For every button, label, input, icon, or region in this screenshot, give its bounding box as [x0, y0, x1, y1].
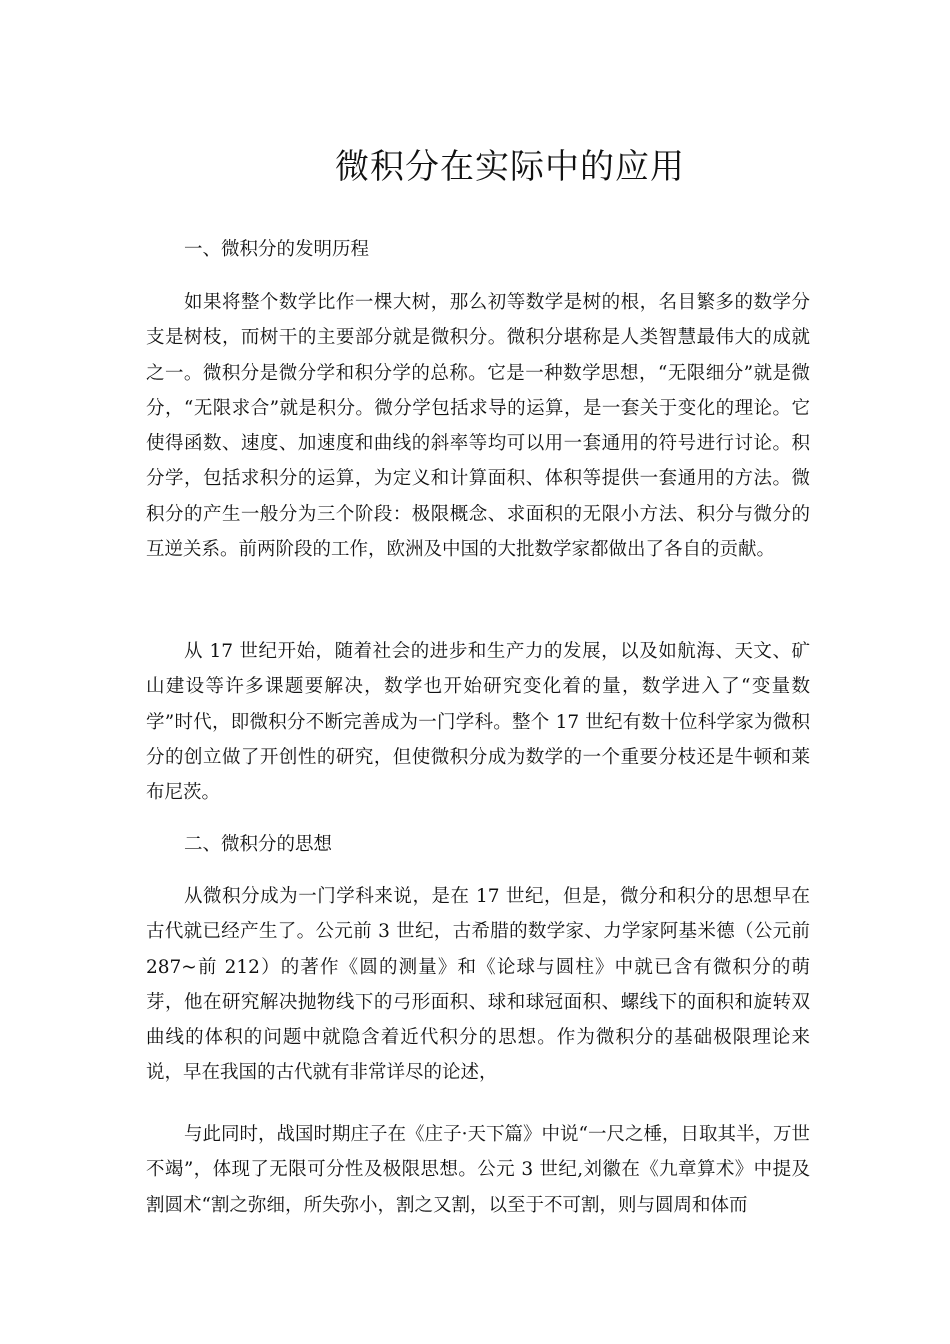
document-title: 微积分在实际中的应用 [335, 147, 685, 187]
paragraph-1-1: 如果将整个数学比作一棵大树，那么初等数学是树的根，名目繁多的数学分支是树枝，而树干的主要部分就是微积分。微积分堪称是人类智慧最伟大的成就之一。微积分是微分学和积分学的总称。它是一种数学思想，“无限细分”就是微分，“无限求合”就是积分。微分学包括求导的运算，是一套关于变化的理论。它使得函数、速度、加速度和曲线的斜率等均可以用一套通用的符号进行讨论。积分学，包括求积分的运算，为定义和计算面积、体积等提供一套通用的方法。微积分的产生一般分为三个阶段：极限概念、求面积的无限小方法、积分与微分的互逆关系。前两阶段的工作，欧洲及中国的大批数学家都做出了各自的贡献。 [146, 292, 810, 561]
paragraph-2-2: 与此同时，战国时期庄子在《庄子·天下篇》中说“一尺之棰，日取其半，万世不竭”，体现了无限可分性及极限思想。公元 3 世纪,刘徽在《九章算术》中提及割圆术“割之弥细，所失弥小，割之又割，以至于不可割，则与圆周和体而 [146, 1124, 810, 1216]
section-heading-2: 二、微积分的思想 [184, 834, 333, 855]
paragraph-2-1: 从微积分成为一门学科来说，是在 17 世纪，但是，微分和积分的思想早在古代就已经产生了。公元前 3 世纪，古希腊的数学家、力学家阿基米德（公元前 287~前 212）的著作《圆的测量》和《论球与圆柱》中就已含有微积分的萌芽，他在研究解决抛物线下的弓形面积、球和球冠面积、螺线下的面积和旋转双曲线的体积的问题中就隐含着近代积分的思想。作为微积分的基础极限理论来说，早在我国的古代就有非常详尽的论述， [146, 886, 810, 1084]
paragraph-1-2: 从 17 世纪开始，随着社会的进步和生产力的发展，以及如航海、天文、矿山建设等许多课题要解决，数学也开始研究变化着的量，数学进入了“变量数学”时代，即微积分不断完善成为一门学科。整个 17 世纪有数十位科学家为微积分的创立做了开创性的研究，但使微积分成为数学的一个重要分枝还是牛顿和莱布尼茨。 [146, 641, 810, 804]
section-heading-1: 一、微积分的发明历程 [184, 239, 370, 260]
